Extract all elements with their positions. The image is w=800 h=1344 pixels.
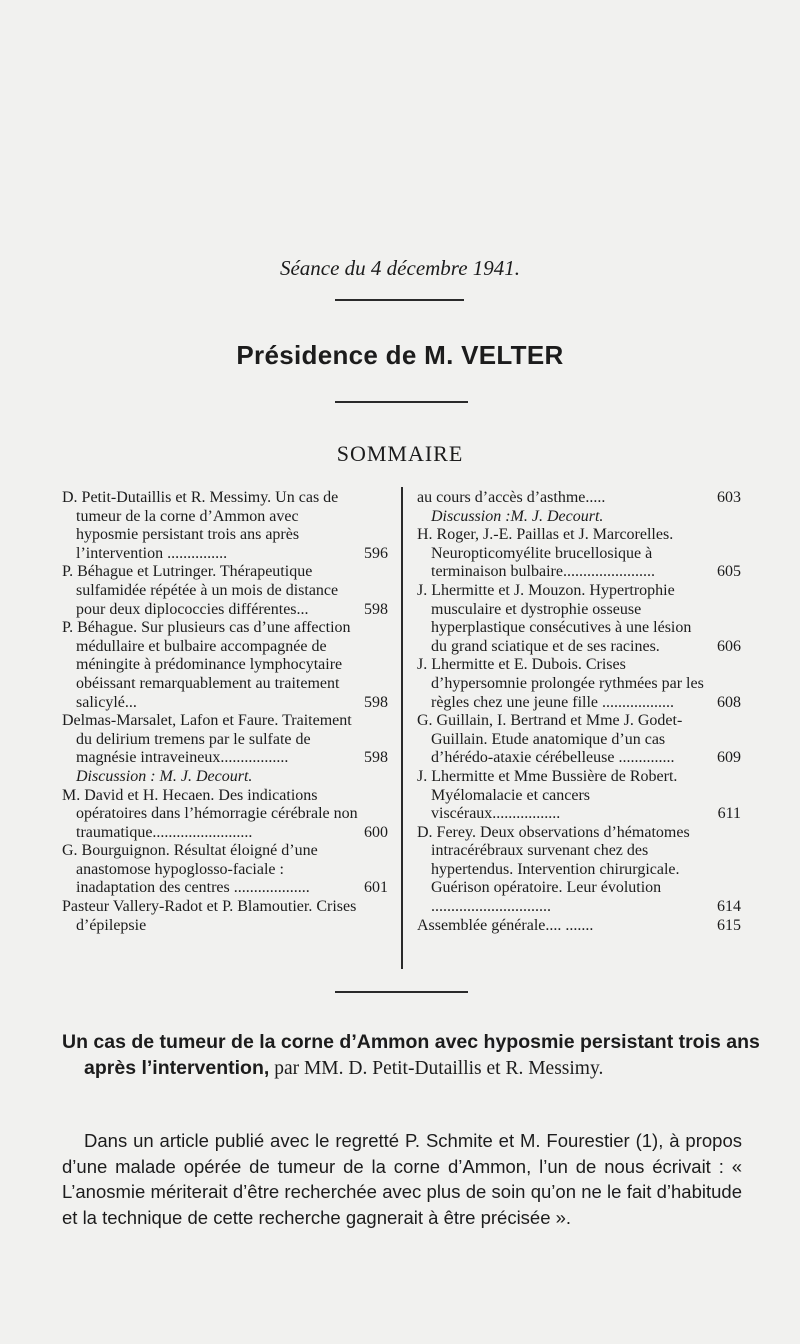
sommaire-right-column bbox=[417, 489, 741, 935]
sommaire-entry: M. David et H. Hecaen. Des indications opératoires dans l’hémorragie cérébrale non traumatique......................... 600 bbox=[62, 786, 388, 841]
sommaire-entry: J. Lhermitte et E. Dubois. Crises d’hypersomnie prolongée rythmées par les règles chez une jeune fille .................. 608 bbox=[417, 656, 741, 711]
sommaire-entry: H. Roger, J.-E. Paillas et J. Marcorelles. Neuropticomyélite brucellosique à terminaison bulbaire....................... 605 bbox=[417, 526, 741, 581]
sommaire-entry: G. Guillain, I. Bertrand et Mme J. Godet-Guillain. Etude anatomique d’un cas d’hérédo-ataxie cérébelleuse .............. 609 bbox=[417, 712, 741, 767]
sommaire-discussion: Discussion : M. J. Decourt. bbox=[76, 767, 253, 785]
sommaire-entry: D. Petit-Dutaillis et R. Messimy. Un cas de tumeur de la corne d’Ammon avec hyposmie persistant trois ans après l’intervention ............... 596 bbox=[62, 489, 388, 562]
sommaire-entry: Pasteur Vallery-Radot et P. Blamoutier. Crises d’épilepsie bbox=[62, 898, 357, 934]
sommaire-entry: J. Lhermitte et J. Mouzon. Hypertrophie musculaire et dystrophie osseuse hyperplastique consécutives à une lésion du grand sciatique et de ses racines. 606 bbox=[417, 581, 741, 655]
sommaire-entry: Delmas-Marsalet, Lafon et Faure. Traitement du delirium tremens par le sulfate de magnésie intraveineux................. 598 bbox=[62, 712, 388, 767]
sommaire-entry: J. Lhermitte et Mme Bussière de Robert. Myélomalacie et cancers viscéraux................. 611 bbox=[417, 767, 741, 823]
seance-date: Séance du 4 décembre 1941. bbox=[279, 256, 521, 280]
article-authors: par MM. D. Petit-Dutaillis et R. Messimy. bbox=[274, 1057, 604, 1079]
sommaire-discussion: Discussion :M. J. Decourt. bbox=[431, 507, 604, 525]
divider-middle bbox=[335, 401, 468, 403]
sommaire-entry: au cours d’accès d’asthme..... 603 bbox=[417, 489, 741, 506]
sommaire-entry: P. Béhague et Lutringer. Thérapeutique sulfamidée répétée à un mois de distance pour deux diplococcies différentes... 598 bbox=[62, 563, 388, 618]
sommaire-entry: P. Béhague. Sur plusieurs cas d’une affection médullaire et bulbaire accompagnée de méningite à prédominance lymphocytaire obéissant remarquablement au traitement salicylé... 598 bbox=[62, 619, 388, 711]
sommaire-left-column bbox=[62, 489, 388, 935]
sommaire-entry: Assemblée générale.... ....... 615 bbox=[417, 916, 741, 934]
divider-bottom bbox=[335, 991, 468, 993]
divider-top bbox=[335, 299, 464, 301]
article-body-paragraph: Dans un article publié avec le regretté P. Schmite et M. Fourestier (1), à propos d’une malade opérée de tumeur de la corne d’Ammon, l’un de nous écrivait : « L’anosmie mériterait d’être recherchée avec plus de soin qu’on ne le fait d’habitude et la technique de cette recherche gagnerait à être précisée ». bbox=[62, 1130, 742, 1228]
presidence-heading: Présidence de M. VELTER bbox=[236, 340, 564, 370]
sommaire-entry: G. Bourguignon. Résultat éloigné d’une anastomose hypoglosso-faciale : inadaptation des centres ................... 601 bbox=[62, 842, 388, 897]
article-title bbox=[62, 1030, 764, 1081]
article-title-main: Un cas de tumeur de la corne d’Ammon avec hyposmie persistant trois ans après l’intervention, bbox=[62, 1031, 760, 1079]
column-separator bbox=[401, 487, 403, 969]
sommaire-entry: D. Ferey. Deux observations d’hématomes intracérébraux survenant chez des hypertendus. Intervention chirurgicale. Guérison opératoire. Leur évolution .............................. 614 bbox=[417, 823, 741, 916]
sommaire-heading: SOMMAIRE bbox=[336, 441, 464, 466]
